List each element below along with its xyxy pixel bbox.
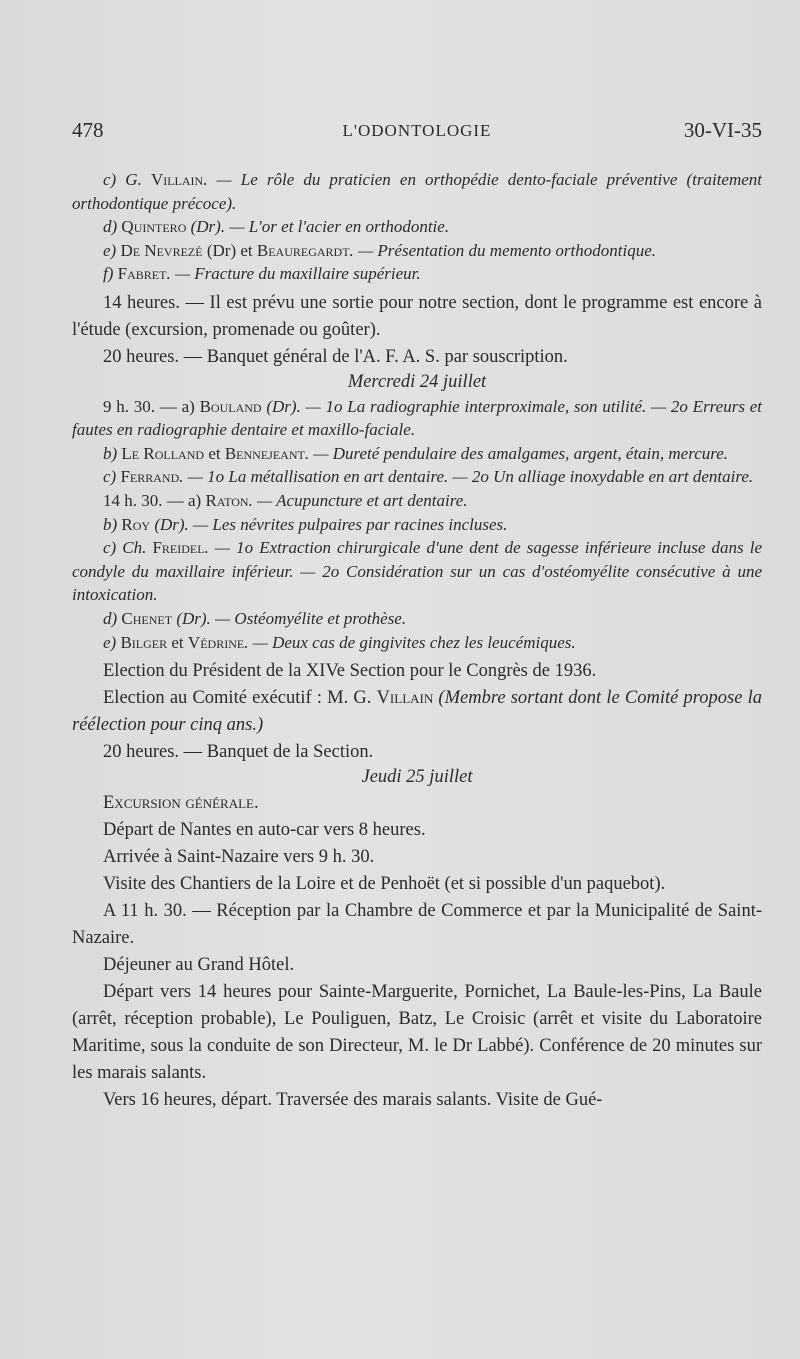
day-title-thursday: Jeudi 25 juillet <box>361 767 473 788</box>
paragraph-depart-14h: Départ vers 14 heures pour Sainte-Marguerite, Pornichet, La Baule-les-Pins, La Baule (arrêt, réception probable), Le Pouliguen, Batz, Le Croisic (arrêt et visite du Laboratoire Maritime, sous la conduite de son Directeur, M. le Dr Labbé). Conférence de 20 minutes sur les marais salants. <box>72 981 762 1083</box>
item-e-nevreze: e) De Nevrezé (Dr) et Beauregardt. — Présentation du memento orthodontique. <box>103 240 656 260</box>
paragraph-14-heures: 14 heures. — Il est prévu une sortie pour notre section, dont le programme est encore à l'étude (excursion, promenade ou goûter). <box>72 292 762 340</box>
day-title-wednesday: Mercredi 24 juillet <box>347 371 487 392</box>
paragraph-depart-nantes: Départ de Nantes en auto-car vers 8 heures. <box>103 819 426 840</box>
paragraph-banquet-section: 20 heures. — Banquet de la Section. <box>103 742 374 763</box>
paragraph-arrivee: Arrivée à Saint-Nazaire vers 9 h. 30. <box>103 846 375 867</box>
item-w2-e-bilger: e) Bilger et Védrine. — Deux cas de gingivites chez les leucémiques. <box>103 632 576 652</box>
item-w2-d-chenet: d) Chenet (Dr). — Ostéomyélite et prothèse. <box>103 608 407 628</box>
paragraph-dejeuner: Déjeuner au Grand Hôtel. <box>103 954 295 975</box>
paragraph-reception: A 11 h. 30. — Réception par la Chambre de Commerce et par la Municipalité de Saint-Nazaire. <box>72 900 762 948</box>
item-w-b-rolland: b) Le Rolland et Bennejeant. — Dureté pendulaire des amalgames, argent, étain, mercure. <box>103 443 729 463</box>
item-c-villain: c) G. Villain. — Le rôle du praticien en orthopédie dento-faciale préventive (traitement orthodontique précoce). <box>72 170 763 213</box>
journal-title: L'ODONTOLOGIE <box>342 121 492 140</box>
item-w-c-ferrand: c) Ferrand. — 1o La métallisation en art dentaire. — 2o Un alliage inoxydable en art dentaire. <box>103 467 754 487</box>
paragraph-election-comite: Election au Comité exécutif : M. G. Villain (Membre sortant dont le Comité propose la réélection pour cinq ans.) <box>72 688 762 736</box>
excursion-heading: Excursion générale. <box>103 792 259 813</box>
item-w2-a-raton: 14 h. 30. — a) Raton. — Acupuncture et art dentaire. <box>103 490 468 510</box>
paragraph-visite-chantiers: Visite des Chantiers de la Loire et de Penhoët (et si possible d'un paquebot). <box>103 873 666 894</box>
item-w2-b-roy: b) Roy (Dr). — Les névrites pulpaires par racines incluses. <box>103 514 508 534</box>
paragraph-vers-16h: Vers 16 heures, départ. Traversée des marais salants. Visite de Gué- <box>103 1089 603 1110</box>
paragraph-election-president: Election du Président de la XIVe Section pour le Congrès de 1936. <box>103 661 597 682</box>
page-number: 478 <box>72 118 104 142</box>
item-f-fabret: f) Fabret. — Fracture du maxillaire supérieur. <box>103 264 421 284</box>
item-d-quintero: d) Quintero (Dr). — L'or et l'acier en orthodontie. <box>103 217 450 237</box>
item-w2-c-freidel: c) Ch. Freidel. — 1o Extraction chirurgicale d'une dent de sagesse inférieure incluse dans le condyle du maxillaire inférieur. — 2o Considération sur un cas d'ostéomyélite consécutive à une intoxication. <box>72 538 762 605</box>
running-header <box>72 118 762 152</box>
item-w-a-bouland: 9 h. 30. — a) Bouland (Dr). — 1o La radiographie interproximale, son utilité. — 2o Erreurs et fautes en radiographie dentaire et maxillo-faciale. <box>72 396 762 440</box>
page-body <box>72 168 762 1114</box>
paragraph-20-heures: 20 heures. — Banquet général de l'A. F. A. S. par souscription. <box>103 346 568 367</box>
issue-date: 30-VI-35 <box>683 118 762 142</box>
